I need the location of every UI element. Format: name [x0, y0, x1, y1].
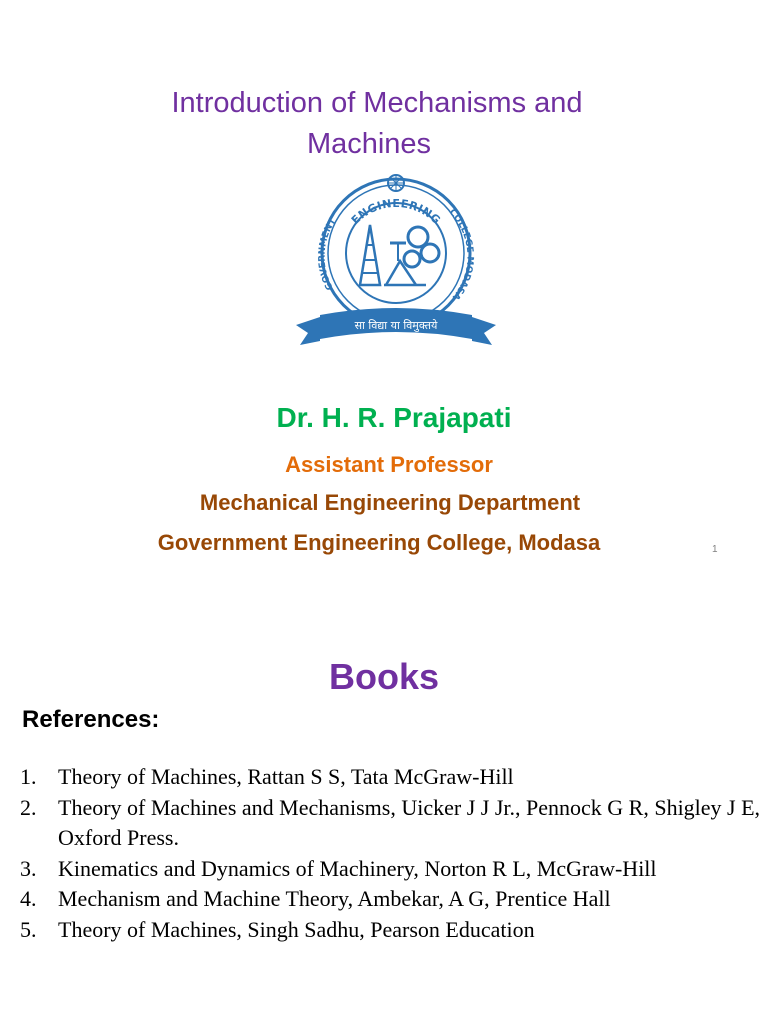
- books-slide: [0, 600, 768, 1024]
- list-item: [20, 915, 765, 946]
- list-item: [20, 854, 765, 885]
- list-item-text: Kinematics and Dynamics of Machinery, Norton R L, McGraw-Hill: [58, 855, 657, 881]
- slide-title: [0, 83, 768, 165]
- svg-text:COLLEGE MODASA: [447, 207, 475, 301]
- slide-title-line2: Machines: [306, 128, 432, 161]
- list-item-number: 3.: [20, 855, 37, 881]
- list-item: [20, 884, 765, 915]
- logo-ring-top-text: ENGINEERING: [348, 196, 444, 227]
- references-list: [20, 762, 765, 945]
- list-item-text: Mechanism and Machine Theory, Ambekar, A G, Prentice Hall: [58, 886, 611, 911]
- page-number: 1: [712, 544, 718, 555]
- list-item-text: Theory of Machines, Singh Sadhu, Pearson Education: [58, 916, 535, 942]
- list-item-text: Theory of Machines, Rattan S S, Tata McGraw-Hill: [58, 764, 514, 789]
- references-heading: References:: [22, 706, 160, 733]
- list-item-number: 4.: [20, 886, 37, 911]
- slide-title-line1: Introduction of Mechanisms and: [171, 87, 583, 120]
- list-item-number: 2.: [20, 794, 37, 820]
- svg-text:ENGINEERING: [349, 197, 443, 227]
- books-title: Books: [328, 655, 440, 697]
- list-item-number: 5.: [20, 916, 37, 942]
- author-role: Assistant Professor: [285, 452, 493, 477]
- author-name: Dr. H. R. Prajapati: [276, 402, 512, 433]
- list-item: [20, 793, 765, 854]
- department-name: Mechanical Engineering Department: [199, 490, 581, 515]
- college-logo: [290, 165, 502, 350]
- logo-banner-text: सा विद्या या विमुक्तये: [354, 319, 438, 332]
- list-item-text: Theory of Machines and Mechanisms, Uicker J J Jr., Pennock G R, Shigley J E, Oxford Press.: [58, 794, 761, 850]
- list-item: [20, 762, 765, 793]
- list-item-number: 1.: [20, 764, 37, 789]
- logo-ring-left-text: GOVERNMENT: [317, 216, 339, 292]
- logo-ring-right-text: COLLEGE MODASA: [446, 207, 475, 302]
- college-name: Government Engineering College, Modasa: [157, 530, 601, 555]
